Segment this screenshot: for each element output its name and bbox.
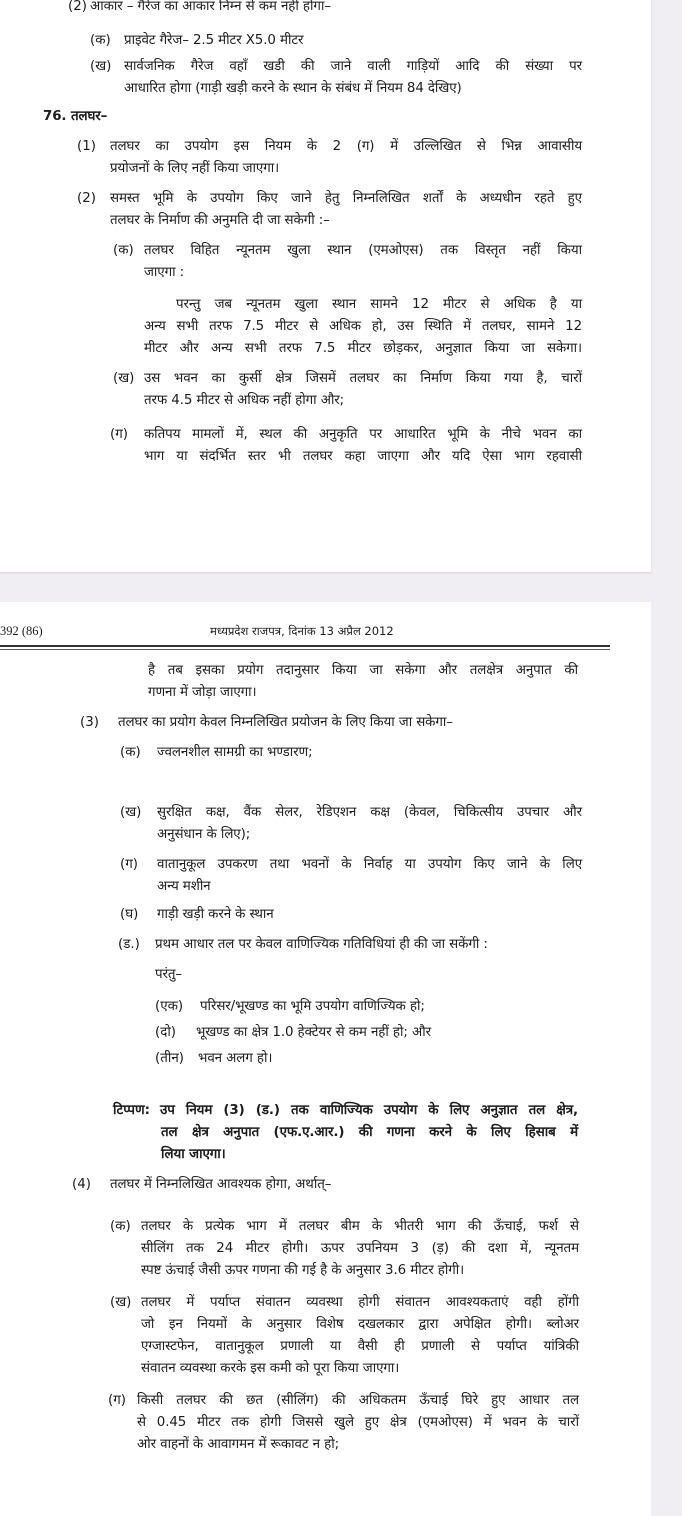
clause-label: (क) [110, 1219, 131, 1234]
clause-3-item: ज्वलनशील सामग्री का भण्डारण; [157, 745, 313, 760]
clause-label: (क) [90, 33, 111, 48]
condition-text: परिसर/भूखण्ड का भूमि उपयोग वाणिज्यिक हो; [200, 999, 425, 1014]
clause-label: (ख) [110, 1295, 132, 1310]
clause-4-item: ओर वाहनों के आवागमन में रूकावट न हो; [137, 1437, 340, 1452]
note-text: तल क्षेत्र अनुपात (एफ.ए.आर.) की गणना करने के लिए हिसाब में [161, 1125, 578, 1140]
clause-4-item: किसी तलघर की छत (सीलिंग) की अधिकतम ऊँचाई घिरे हुए आधार तल [137, 1393, 579, 1408]
subclause-ga-text: कतिपय मामलों में, स्थल की अनुकृति पर आधारित भूमि के नीचे भवन का [144, 427, 582, 442]
clause-3-item: प्रथम आधार तल पर केवल वाणिज्यिक गतिविधियां ही की जा सकेंगी : [155, 937, 488, 952]
condition-text: भवन अलग हो। [198, 1051, 273, 1066]
clause-4-item: से 0.45 मीटर तक होगी जिससे खुले हुए क्षेत्र (एमओएस) में भवन के चारों [137, 1415, 579, 1430]
clause-3-item: अनुसंधान के लिए); [157, 827, 251, 842]
public-garage-text: सार्वजनिक गैरेज वहाँ खडी की जाने वाली गाड़ियों आदि की संख्या पर [124, 59, 582, 74]
clause-label: (3) [80, 715, 99, 730]
clause-label: (ड.) [118, 937, 140, 952]
section-heading: 76. तलघर– [43, 109, 108, 124]
header-rule [0, 649, 610, 650]
condition-text: भूखण्ड का क्षेत्र 1.0 हेक्टेयर से कम नहीं हो; और [196, 1025, 431, 1040]
gazette-title: मध्यप्रदेश राजपत्र, दिनांक 13 अप्रैल 2012 [210, 624, 394, 638]
clause-label: (2) [68, 0, 87, 14]
note-label: टिप्पण: [113, 1103, 150, 1118]
page-number: 392 (86) [0, 624, 43, 638]
clause-1-text: प्रयोजनों के लिए नहीं किया जाएगा। [110, 161, 280, 176]
subclause-ka-text: तलघर विहित न्यूनतम खुला स्थान (एमओएस) तक विस्तृत नहीं किया [144, 243, 582, 258]
clause-label: (4) [72, 1177, 91, 1192]
clause-4-item: तलघर में पर्याप्त संवातन व्यवस्था होगी संवातन आवश्यकताएं वही होंगी [141, 1295, 579, 1310]
clause-4-item: जो इन नियमों के अनुसार विशेष दखलकार द्वारा अपेक्षित होगी। ब्लोअर [141, 1317, 579, 1332]
subclause-ka-text: जाएगा : [144, 265, 185, 280]
document-page-1 [0, 0, 651, 572]
clause-label: (ग) [108, 1393, 126, 1408]
note-text: उप नियम (3) (ड.) तक वाणिज्यिक उपयोग के लिए अनुज्ञात तल क्षेत्र, [160, 1103, 578, 1118]
clause-3-text: तलघर का प्रयोग केवल निम्नलिखित प्रयोजन के लिए किया जा सकेगा– [118, 715, 453, 730]
subclause-ga-text: भाग या संदर्भित स्तर भी तलघर कहा जाएगा और यदि ऐसा भाग रहवासी [144, 449, 582, 464]
clause-label: (ख) [120, 805, 142, 820]
clause-3-item: गाड़ी खड़ी करने के स्थान [157, 907, 274, 922]
clause-label: (क) [120, 745, 141, 760]
note-text: लिया जाएगा। [161, 1147, 226, 1162]
condition-label: (दो) [155, 1025, 177, 1040]
proviso-text: अन्य सभी तरफ 7.5 मीटर से अधिक हो, उस स्थिति में तलघर, सामने 12 [144, 319, 582, 334]
clause-label: (ख) [113, 371, 135, 386]
proviso-text: परन्तु जब न्यूनतम खुला स्थान सामने 12 मीटर से अधिक है या [176, 297, 582, 312]
header-rule [0, 645, 610, 647]
clause-label: (ग) [120, 857, 138, 872]
size-clause-text: आकार – गैरेज का आकार निम्न से कम नहीं होगा– [90, 0, 331, 14]
clause-2-text: समस्त भूमि के उपयोग किए जाने हेतु निम्नलिखित शर्तों के अध्यधीन रहते हुए [110, 191, 582, 206]
clause-label: (क) [113, 243, 134, 258]
proviso-text: मीटर और अन्य सभी तरफ 7.5 मीटर छोड़कर, अनुज्ञात किया जा सकेगा। [144, 341, 582, 356]
subclause-kha-text: उस भवन का कुर्सी क्षेत्र जिसमें तलघर का निर्माण किया गया है, चारों [144, 371, 582, 386]
clause-label: (1) [77, 139, 96, 154]
clause-label: (ख) [90, 59, 112, 74]
continuation-text: गणना में जोड़ा जाएगा। [148, 685, 257, 700]
continuation-text: है तब इसका प्रयोग तदानुसार किया जा सकेगा और तलक्षेत्र अनुपात की [148, 663, 578, 678]
condition-label: (तीन) [155, 1051, 184, 1066]
clause-3-item: अन्य मशीन [157, 879, 211, 894]
clause-2-text: तलघर के निर्माण की अनुमति दी जा सकेगी :– [110, 213, 330, 228]
clause-4-text: तलघर में निम्नलिखित आवश्यक होगा, अर्थात्– [110, 1177, 332, 1192]
clause-4-item: सीलिंग तक 24 मीटर होगी। ऊपर उपनियम 3 (ड़) की दशा में, न्यूनतम [141, 1241, 579, 1256]
clause-4-item: संवातन व्यवस्था करके इस कमी को पूरा किया जाएगा। [141, 1361, 400, 1376]
document-page-2 [0, 602, 651, 1516]
clause-3-item: वातानुकूल उपकरण तथा भवनों के निर्वाह या उपयोग किए जाने के लिए [157, 857, 582, 872]
clause-4-item: तलघर के प्रत्येक भाग में तलघर बीम के भीतरी भाग की ऊँचाई, फर्श से [141, 1219, 579, 1234]
public-garage-text: आधारित होगा (गाड़ी खड़ी करने के स्थान के संबंध में नियम 84 देखिए) [124, 81, 462, 96]
clause-3-item: सुरक्षित कक्ष, वैंक सेलर, रेडिएशन कक्ष (केवल, चिकित्सीय उपचार और [157, 805, 582, 820]
subclause-kha-text: तरफ 4.5 मीटर से अधिक नहीं होगा और; [144, 393, 345, 408]
proviso-label: परंतु– [155, 967, 183, 982]
clause-1-text: तलघर का उपयोग इस नियम के 2 (ग) में उल्लिखित से भिन्न आवासीय [110, 139, 582, 154]
clause-4-item: स्पष्ट ऊंचाई जैसी ऊपर गणना की गई है के अनुसार 3.6 मीटर होगी। [141, 1263, 465, 1278]
clause-4-item: एग्जास्टफेन, वातानुकूल प्रणाली या वैसी ही प्रणाली से पर्याप्त यांत्रिकी [141, 1339, 579, 1354]
clause-label: (घ) [120, 907, 139, 922]
condition-label: (एक) [155, 999, 184, 1014]
clause-label: (2) [77, 191, 96, 206]
private-garage-text: प्राइवेट गैरेज– 2.5 मीटर X5.0 मीटर [124, 33, 304, 48]
clause-label: (ग) [110, 427, 128, 442]
